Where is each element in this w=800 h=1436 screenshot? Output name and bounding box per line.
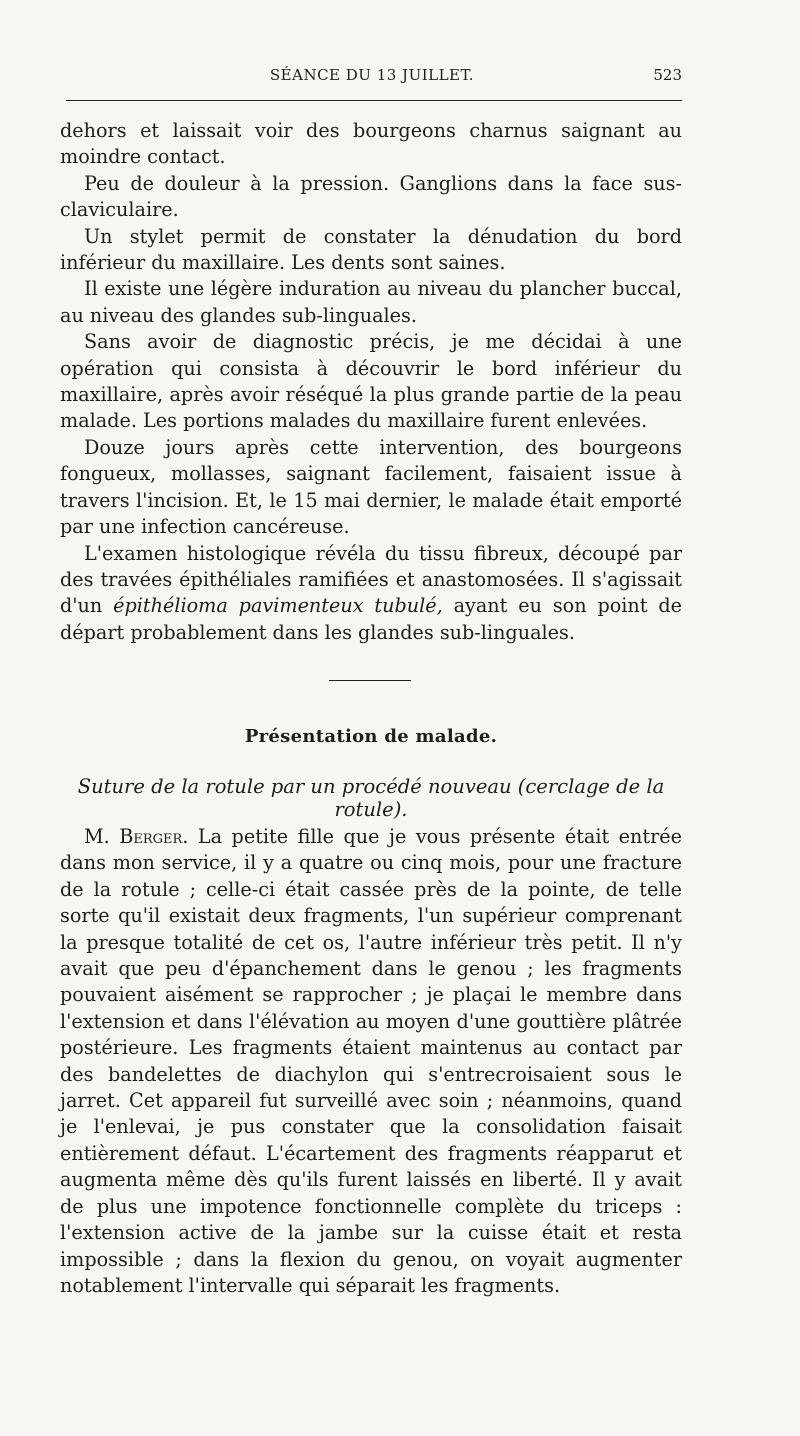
page-number: 523	[653, 66, 682, 84]
section-separator	[329, 680, 411, 681]
running-title: SÉANCE DU 13 JUILLET.	[269, 66, 475, 84]
running-head	[62, 66, 682, 90]
paragraph: Peu de douleur à la pression. Ganglions dans la face sus-claviculaire.	[60, 171, 682, 222]
paragraph: Douze jours après cette intervention, des bourgeons fongueux, mollasses, saignant facilement, faisaient issue à travers l'incision. Et, le 15 mai dernier, le malade était emporté par une infection cancéreuse.	[60, 435, 682, 539]
header-rule	[66, 100, 682, 101]
paragraph-histology	[60, 541, 682, 647]
section-subtitle: Suture de la rotule par un procédé nouveau (cerclage de la rotule).	[77, 775, 665, 821]
paragraph: Sans avoir de diagnostic précis, je me décidai à une opération qui consista à découvrir le bord inférieur du maxillaire, après avoir réséqué la plus grande partie de la peau malade. Les portions malades du maxillaire furent enlevées.	[60, 330, 682, 433]
section-title: Présentation de malade.	[244, 726, 498, 747]
paragraph-text: La petite fille que je vous présente était entrée dans mon service, il y a quatre ou cinq mois, pour une fracture de la rotule ; celle-ci était cassée près de la pointe, de telle sorte qu'il existait deux fragments, l'un supérieur comprenant la presque totalité de cet os, l'autre inférieur très petit. Il n'y avait que peu d'épanchement dans le genou ; les fragments pouvaient aisément se rapprocher ; je plaçai le membre dans l'extension et dans l'élévation au moyen d'une gouttière plâtrée postérieure. Les fragments étaient maintenus au contact par des bandelettes de diachylon qui s'entrecroisaient sous le jarret. Cet appareil fut surveillé avec soin ; néanmoins, quand je l'enlevai, je pus constater que la consolidation faisait entièrement défaut. L'écartement des fragments réapparut et augmenta même dès qu'ils furent laissés en liberté. Il y avait de plus une impotence fonctionnelle complète du triceps : l'extension active de la jambe sur la cuisse était et resta impossible ; dans la flexion du genou, on voyait augmenter notablement l'intervalle qui séparait les fragments.	[60, 825, 682, 1297]
paragraph: Il existe une légère induration au niveau du plancher buccal, au niveau des glandes sub-linguales.	[60, 277, 682, 327]
paragraph: Un stylet permit de constater la dénudation du bord inférieur du maxillaire. Les dents sont saines.	[60, 224, 682, 275]
paragraph: dehors et laissait voir des bourgeons charnus saignant au moindre contact.	[60, 119, 682, 169]
paragraph-text: ayant eu son point de départ probablement dans les glandes sub-linguales.	[60, 594, 683, 644]
diagnosis-term: épithélioma pavimenteux tubulé,	[113, 594, 443, 618]
text-block-presentation	[60, 824, 682, 1299]
paragraph-text: L'examen histologique révéla du tissu fibreux, découpé par des travées épithéliales ramifiées et anastomosées. Il s'agissait d'un	[60, 541, 682, 618]
author-name: M. Berger.	[84, 825, 189, 848]
text-block-case-report	[60, 118, 682, 646]
paragraph	[60, 824, 682, 1299]
